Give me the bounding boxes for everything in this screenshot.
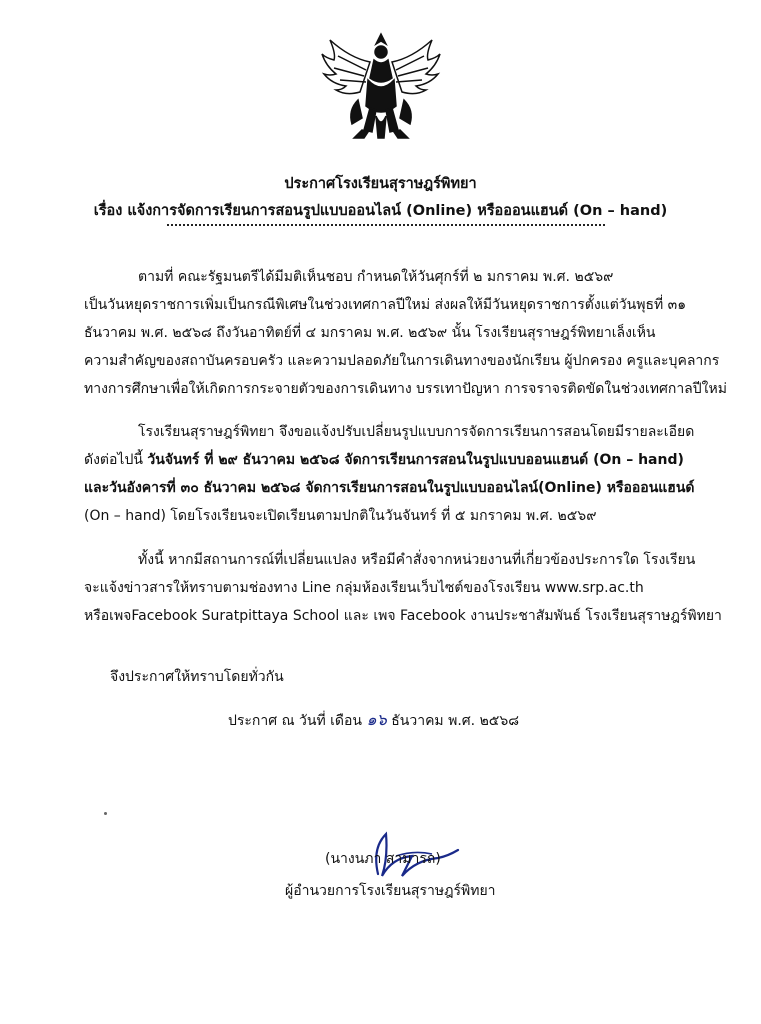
para3-line-1: ทั้งนี้ หากมีสถานการณ์ที่เปลี่ยนแปลง หรือมีคำสั่งจากหน่วยงานที่เกี่ยวข้องประการใด โรงเรียน [138,552,696,568]
para2-line-2-normal: ดังต่อไปนี้ [84,452,148,468]
document-title: ประกาศโรงเรียนสุราษฎร์พิทยา [284,176,477,192]
para3-line-2: จะแจ้งข่าวสารให้ทราบตามช่องทาง Line กลุ่มห้องเรียนเว็บไซต์ของโรงเรียน www.srp.ac.th [84,580,644,596]
para2-line-4: (On – hand) โดยโรงเรียนจะเปิดเรียนตามปกติในวันจันทร์ ที่ ๕ มกราคม พ.ศ. ๒๕๖๙ [84,508,597,524]
dotted-divider [167,224,605,226]
announce-prefix: ประกาศ ณ วันที่ เดือน [228,713,367,729]
para1-line-5: ทางการศึกษาเพื่อให้เกิดการกระจายตัวของการเดินทาง บรรเทาปัญหา การจราจรติดขัดในช่วงเทศกาลปีใหม่ [84,381,727,397]
scan-speck [104,812,107,815]
para2-line-3: และวันอังคารที่ ๓๐ ธันวาคม ๒๕๖๘ จัดการเรียนการสอนในรูปแบบออนไลน์(Online) หรือออนแฮนด์ [84,480,695,496]
document-subject: เรื่อง แจ้งการจัดการเรียนการสอนรูปแบบออนไลน์ (Online) หรือออนแฮนด์ (On – hand) [93,203,668,219]
para1-line-1: ตามที่ คณะรัฐมนตรีได้มีมติเห็นชอบ กำหนดให้วันศุกร์ที่ ๒ มกราคม พ.ศ. ๒๕๖๙ [138,269,614,285]
para1-line-2: เป็นวันหยุดราชการเพิ่มเป็นกรณีพิเศษในช่วงเทศกาลปีใหม่ ส่งผลให้มีวันหยุดราชการตั้งแต่วันพุธที่ ๓๑ [84,297,687,313]
para1-line-3: ธันวาคม พ.ศ. ๒๕๖๘ ถึงวันอาทิตย์ที่ ๔ มกราคม พ.ศ. ๒๕๖๙ นั้น โรงเรียนสุราษฎร์พิทยาเล็งเห็น [84,325,656,341]
garuda-emblem-icon [318,30,444,150]
para2-line-1: โรงเรียนสุราษฎร์พิทยา จึงขอแจ้งปรับเปลี่ยนรูปแบบการจัดการเรียนการสอนโดยมีรายละเอียด [138,424,695,440]
para2-line-2 [84,449,684,471]
announce-day-handwritten: ๑๖ [366,710,387,729]
signer-position: ผู้อำนวยการโรงเรียนสุราษฎร์พิทยา [285,883,496,899]
announce-date [228,708,519,733]
para3-line-3: หรือเพจFacebook Suratpittaya School และ เพจ Facebook งานประชาสัมพันธ์ โรงเรียนสุราษฎร์พิทยา [84,608,722,624]
signer-name: (นางนภา สามารถ) [325,851,441,867]
announce-suffix: ธันวาคม พ.ศ. ๒๕๖๘ [386,713,520,729]
para1-line-4: ความสำคัญของสถาบันครอบครัว และความปลอดภัยในการเดินทางของนักเรียน ผู้ปกครอง ครูและบุคลากร [84,353,720,369]
para2-line-2-bold: วันจันทร์ ที่ ๒๙ ธันวาคม ๒๕๖๘ จัดการเรียนการสอนในรูปแบบออนแฮนด์ (On – hand) [147,452,684,468]
closing-statement: จึงประกาศให้ทราบโดยทั่วกัน [110,669,284,685]
